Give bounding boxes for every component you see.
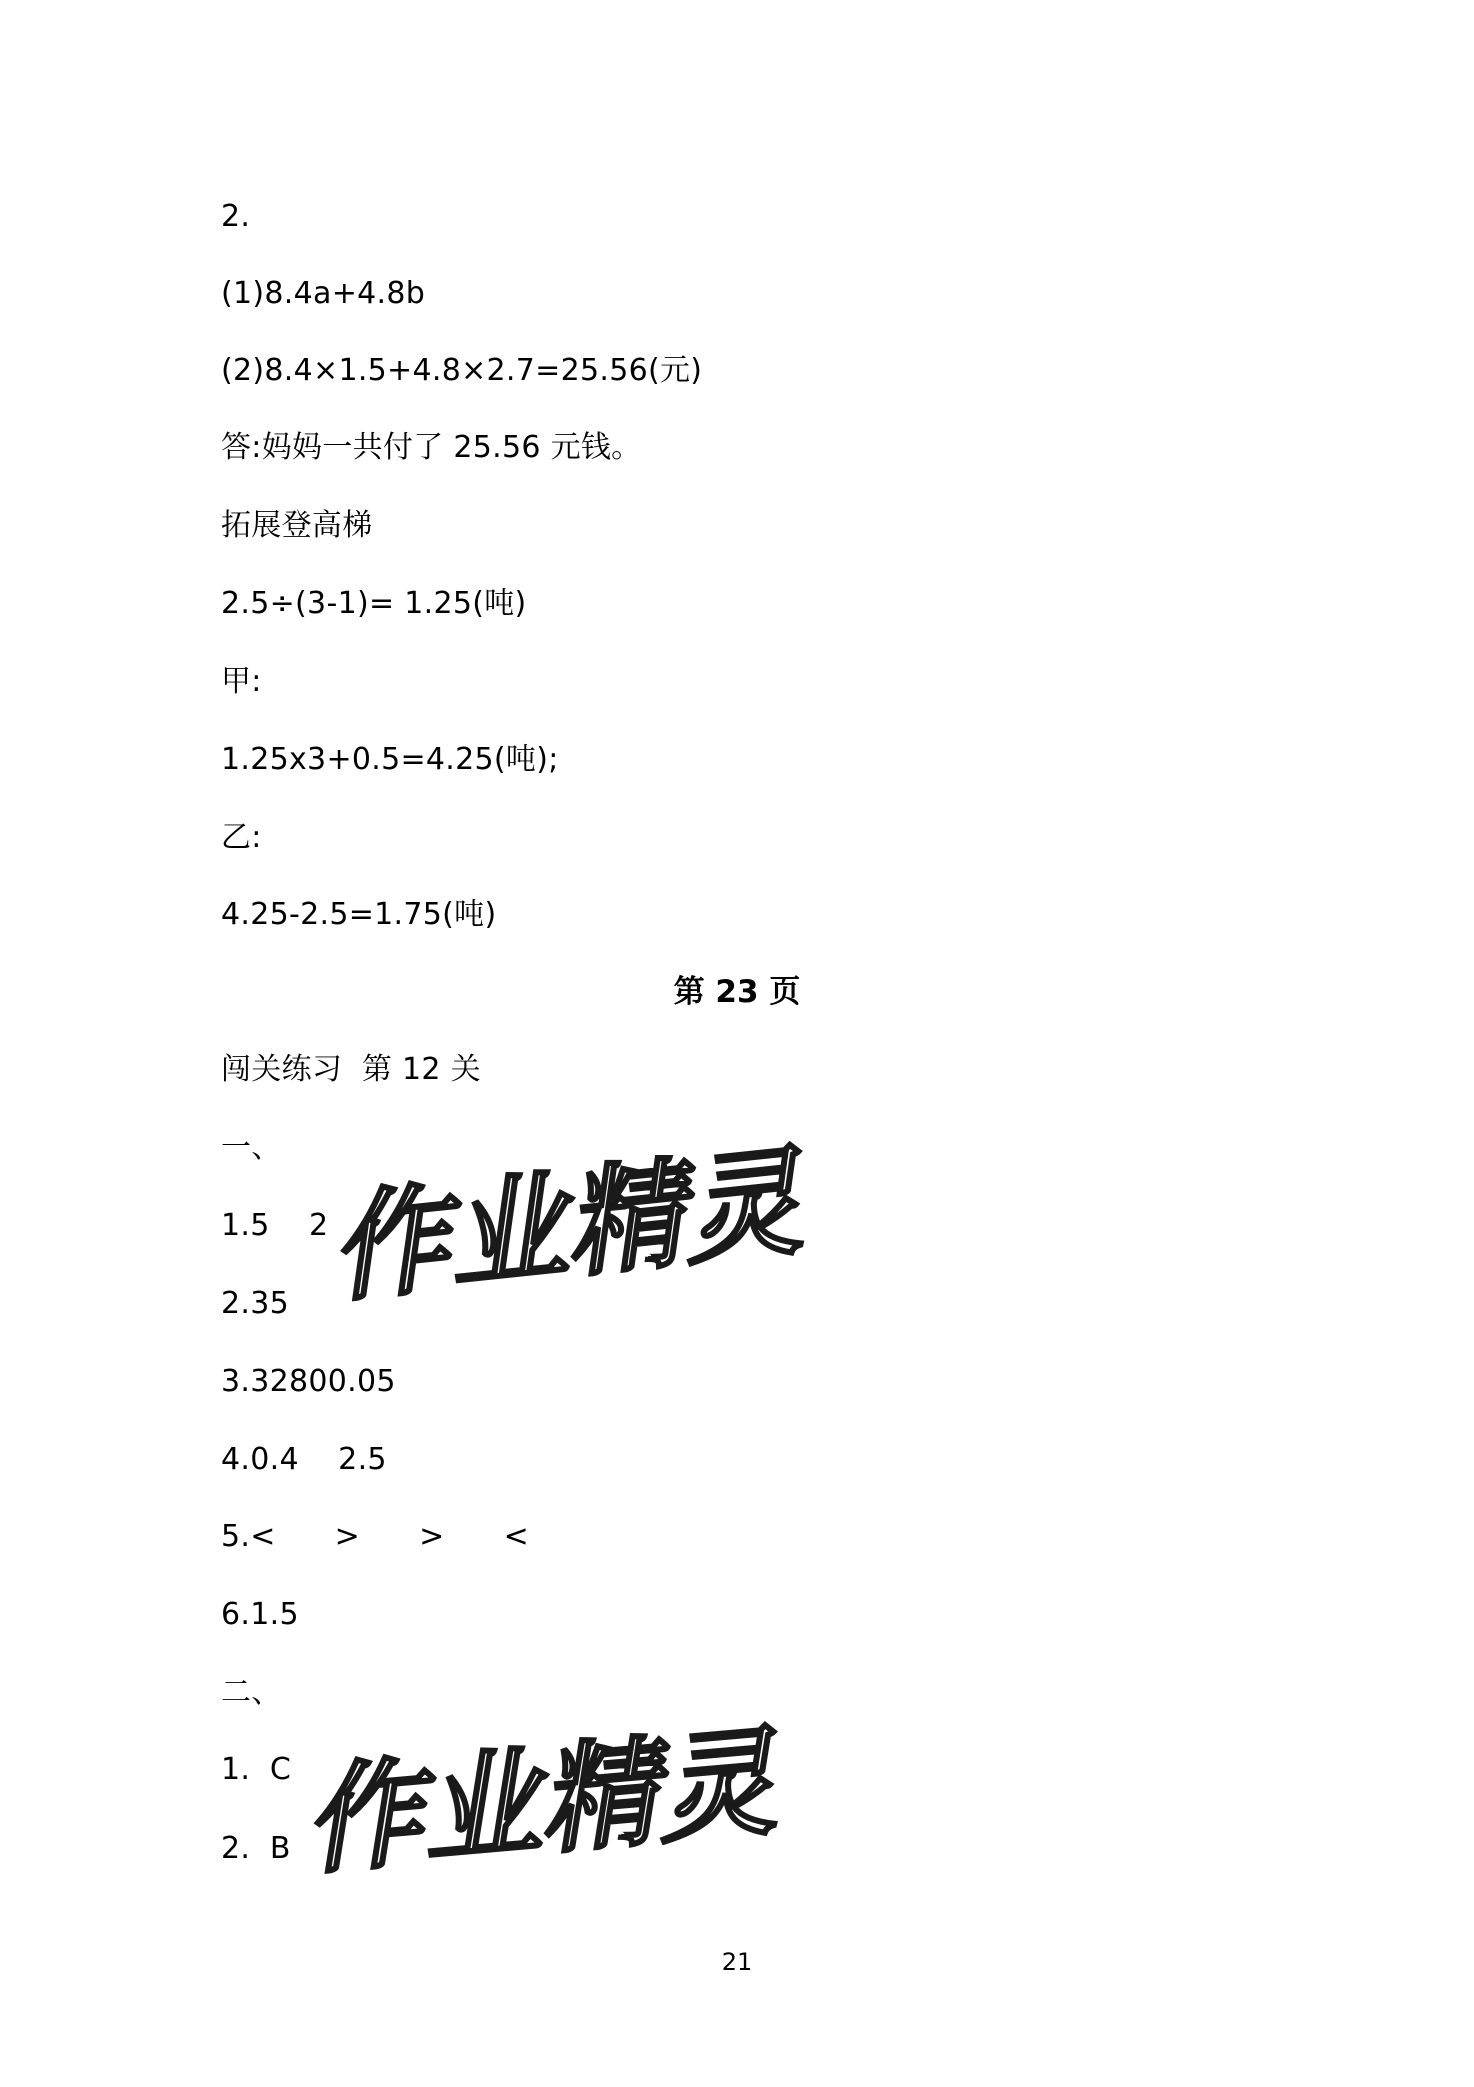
text-line: 2.5÷(3-1)= 1.25(吨) <box>221 586 527 621</box>
text-line: 2. B <box>221 1831 291 1866</box>
watermark <box>318 1115 838 1305</box>
text-line: 4.0.4 2.5 <box>221 1442 387 1477</box>
text-line: 3.32800.05 <box>221 1364 396 1399</box>
page-heading: 第 23 页 <box>673 974 801 1010</box>
text-line: 2.35 <box>221 1286 289 1321</box>
text-line: 1. C <box>221 1752 292 1787</box>
text-line: 答:妈妈一共付了 25.56 元钱。 <box>221 430 642 465</box>
text-line: 1.25x3+0.5=4.25(吨); <box>221 742 559 777</box>
section-title: 闯关练习 第 12 关 <box>221 1052 481 1087</box>
text-line: 5.< > > < <box>221 1519 530 1554</box>
watermark <box>290 1690 850 1880</box>
text-line: 二、 <box>221 1675 282 1710</box>
text-line: 乙: <box>221 820 262 855</box>
text-line: 一、 <box>221 1130 282 1165</box>
watermark-text: 作业精灵 <box>298 1712 781 1880</box>
text-line: 2. <box>221 199 251 234</box>
text-line: 4.25-2.5=1.75(吨) <box>221 897 497 932</box>
text-line: (2)8.4×1.5+4.8×2.7=25.56(元) <box>221 353 703 388</box>
text-line: 甲: <box>221 664 262 699</box>
section-title: 拓展登高梯 <box>221 508 373 543</box>
page-number: 21 <box>721 1948 753 1976</box>
text-line: 1.5 2 <box>221 1208 329 1243</box>
text-line: (1)8.4a+4.8b <box>221 276 426 311</box>
text-line: 6.1.5 <box>221 1597 299 1632</box>
watermark-text: 作业精灵 <box>323 1132 808 1305</box>
